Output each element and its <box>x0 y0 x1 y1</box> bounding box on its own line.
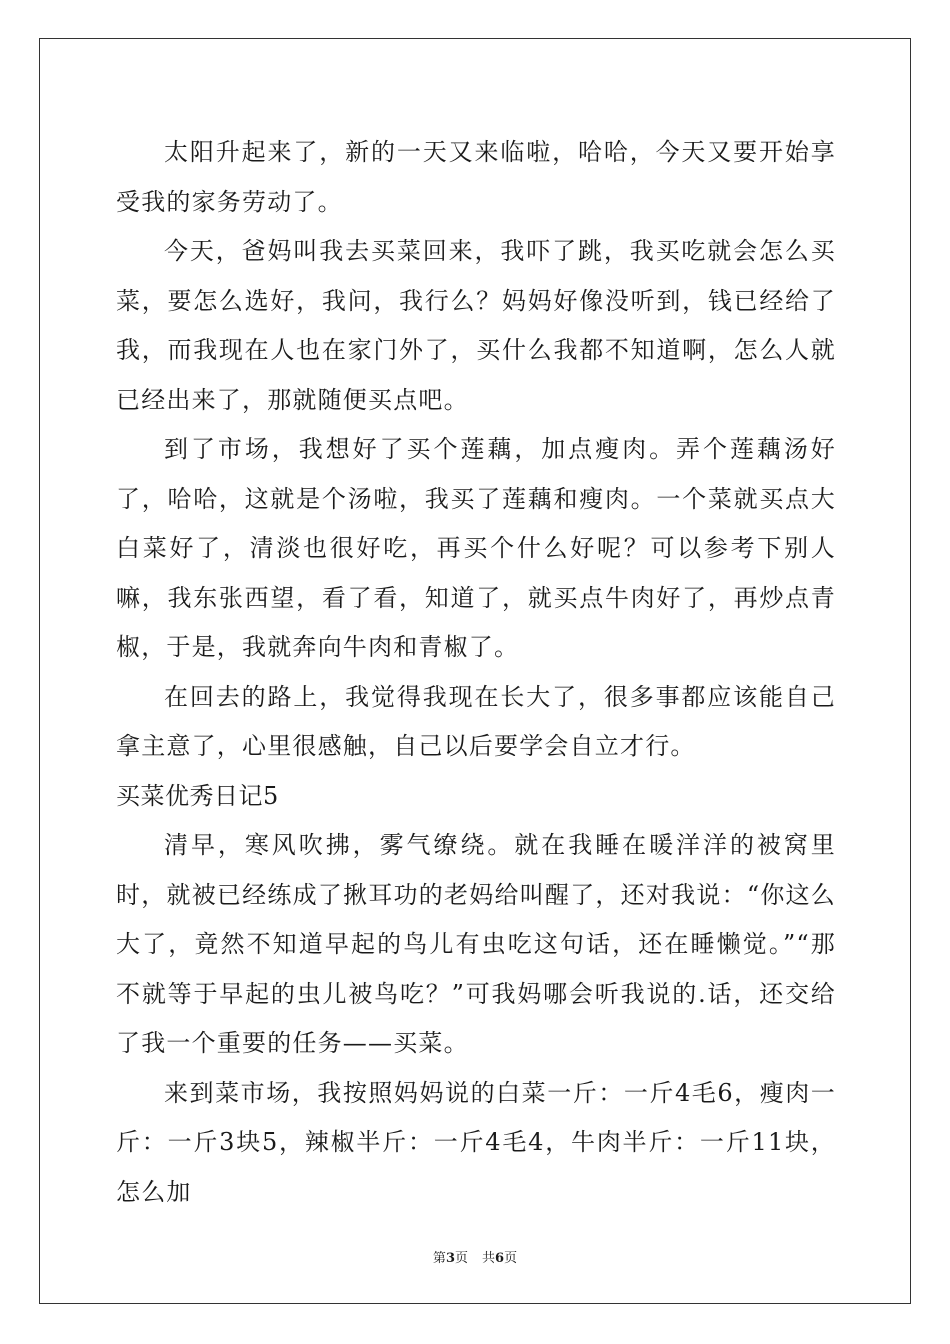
current-page-number: 3 <box>445 1251 455 1266</box>
total-pages-number: 6 <box>495 1251 505 1266</box>
paragraph-4: 在回去的路上，我觉得我现在长大了，很多事都应该能自己拿主意了，心里很感触，自己以后要学会自立才行。 <box>116 682 836 760</box>
paragraph-3: 到了市场，我想好了买个莲藕，加点瘦肉。弄个莲藕汤好了，哈哈，这就是个汤啦，我买了莲藕和瘦肉。一个菜就买点大白菜好了，清淡也很好吃，再买个什么好呢？可以参考下别人嘛，我东张西望，看了看，知道了，就买点牛肉好了，再炒点青椒，于是，我就奔向牛肉和青椒了。 <box>116 435 836 661</box>
paragraph-2: 今天，爸妈叫我去买菜回来，我吓了跳，我买吃就会怎么买菜，要怎么选好，我问，我行么？妈妈好像没听到，钱已经给了我，而我现在人也在家门外了，买什么我都不知道啊，怎么人就已经出来了，那就随便买点吧。 <box>116 237 836 414</box>
section-title: 买菜优秀日记5 <box>116 781 279 810</box>
page-suffix: 页 <box>454 1251 468 1266</box>
total-prefix: 共 <box>482 1251 496 1266</box>
total-suffix: 页 <box>504 1251 518 1266</box>
paragraph-6: 来到菜市场，我按照妈妈说的白菜一斤：一斤4毛6，瘦肉一斤：一斤3块5，辣椒半斤：一斤4毛4，牛肉半斤：一斤11块，怎么加 <box>116 1078 836 1206</box>
page-prefix: 第 <box>432 1251 446 1266</box>
paragraph-5: 清早，寒风吹拂，雾气缭绕。就在我睡在暖洋洋的被窝里时，就被已经练成了揪耳功的老妈给叫醒了，还对我说：“你这么大了，竟然不知道早起的鸟儿有虫吃这句话，还在睡懒觉。”“那不就等于早起的虫儿被鸟吃？”可我妈哪会听我说的.话，还交给了我一个重要的任务——买菜。 <box>116 831 836 1057</box>
page-footer <box>0 1247 950 1266</box>
document-body <box>116 128 836 1217</box>
paragraph-1: 太阳升起来了，新的一天又来临啦，哈哈，今天又要开始享受我的家务劳动了。 <box>116 138 836 216</box>
